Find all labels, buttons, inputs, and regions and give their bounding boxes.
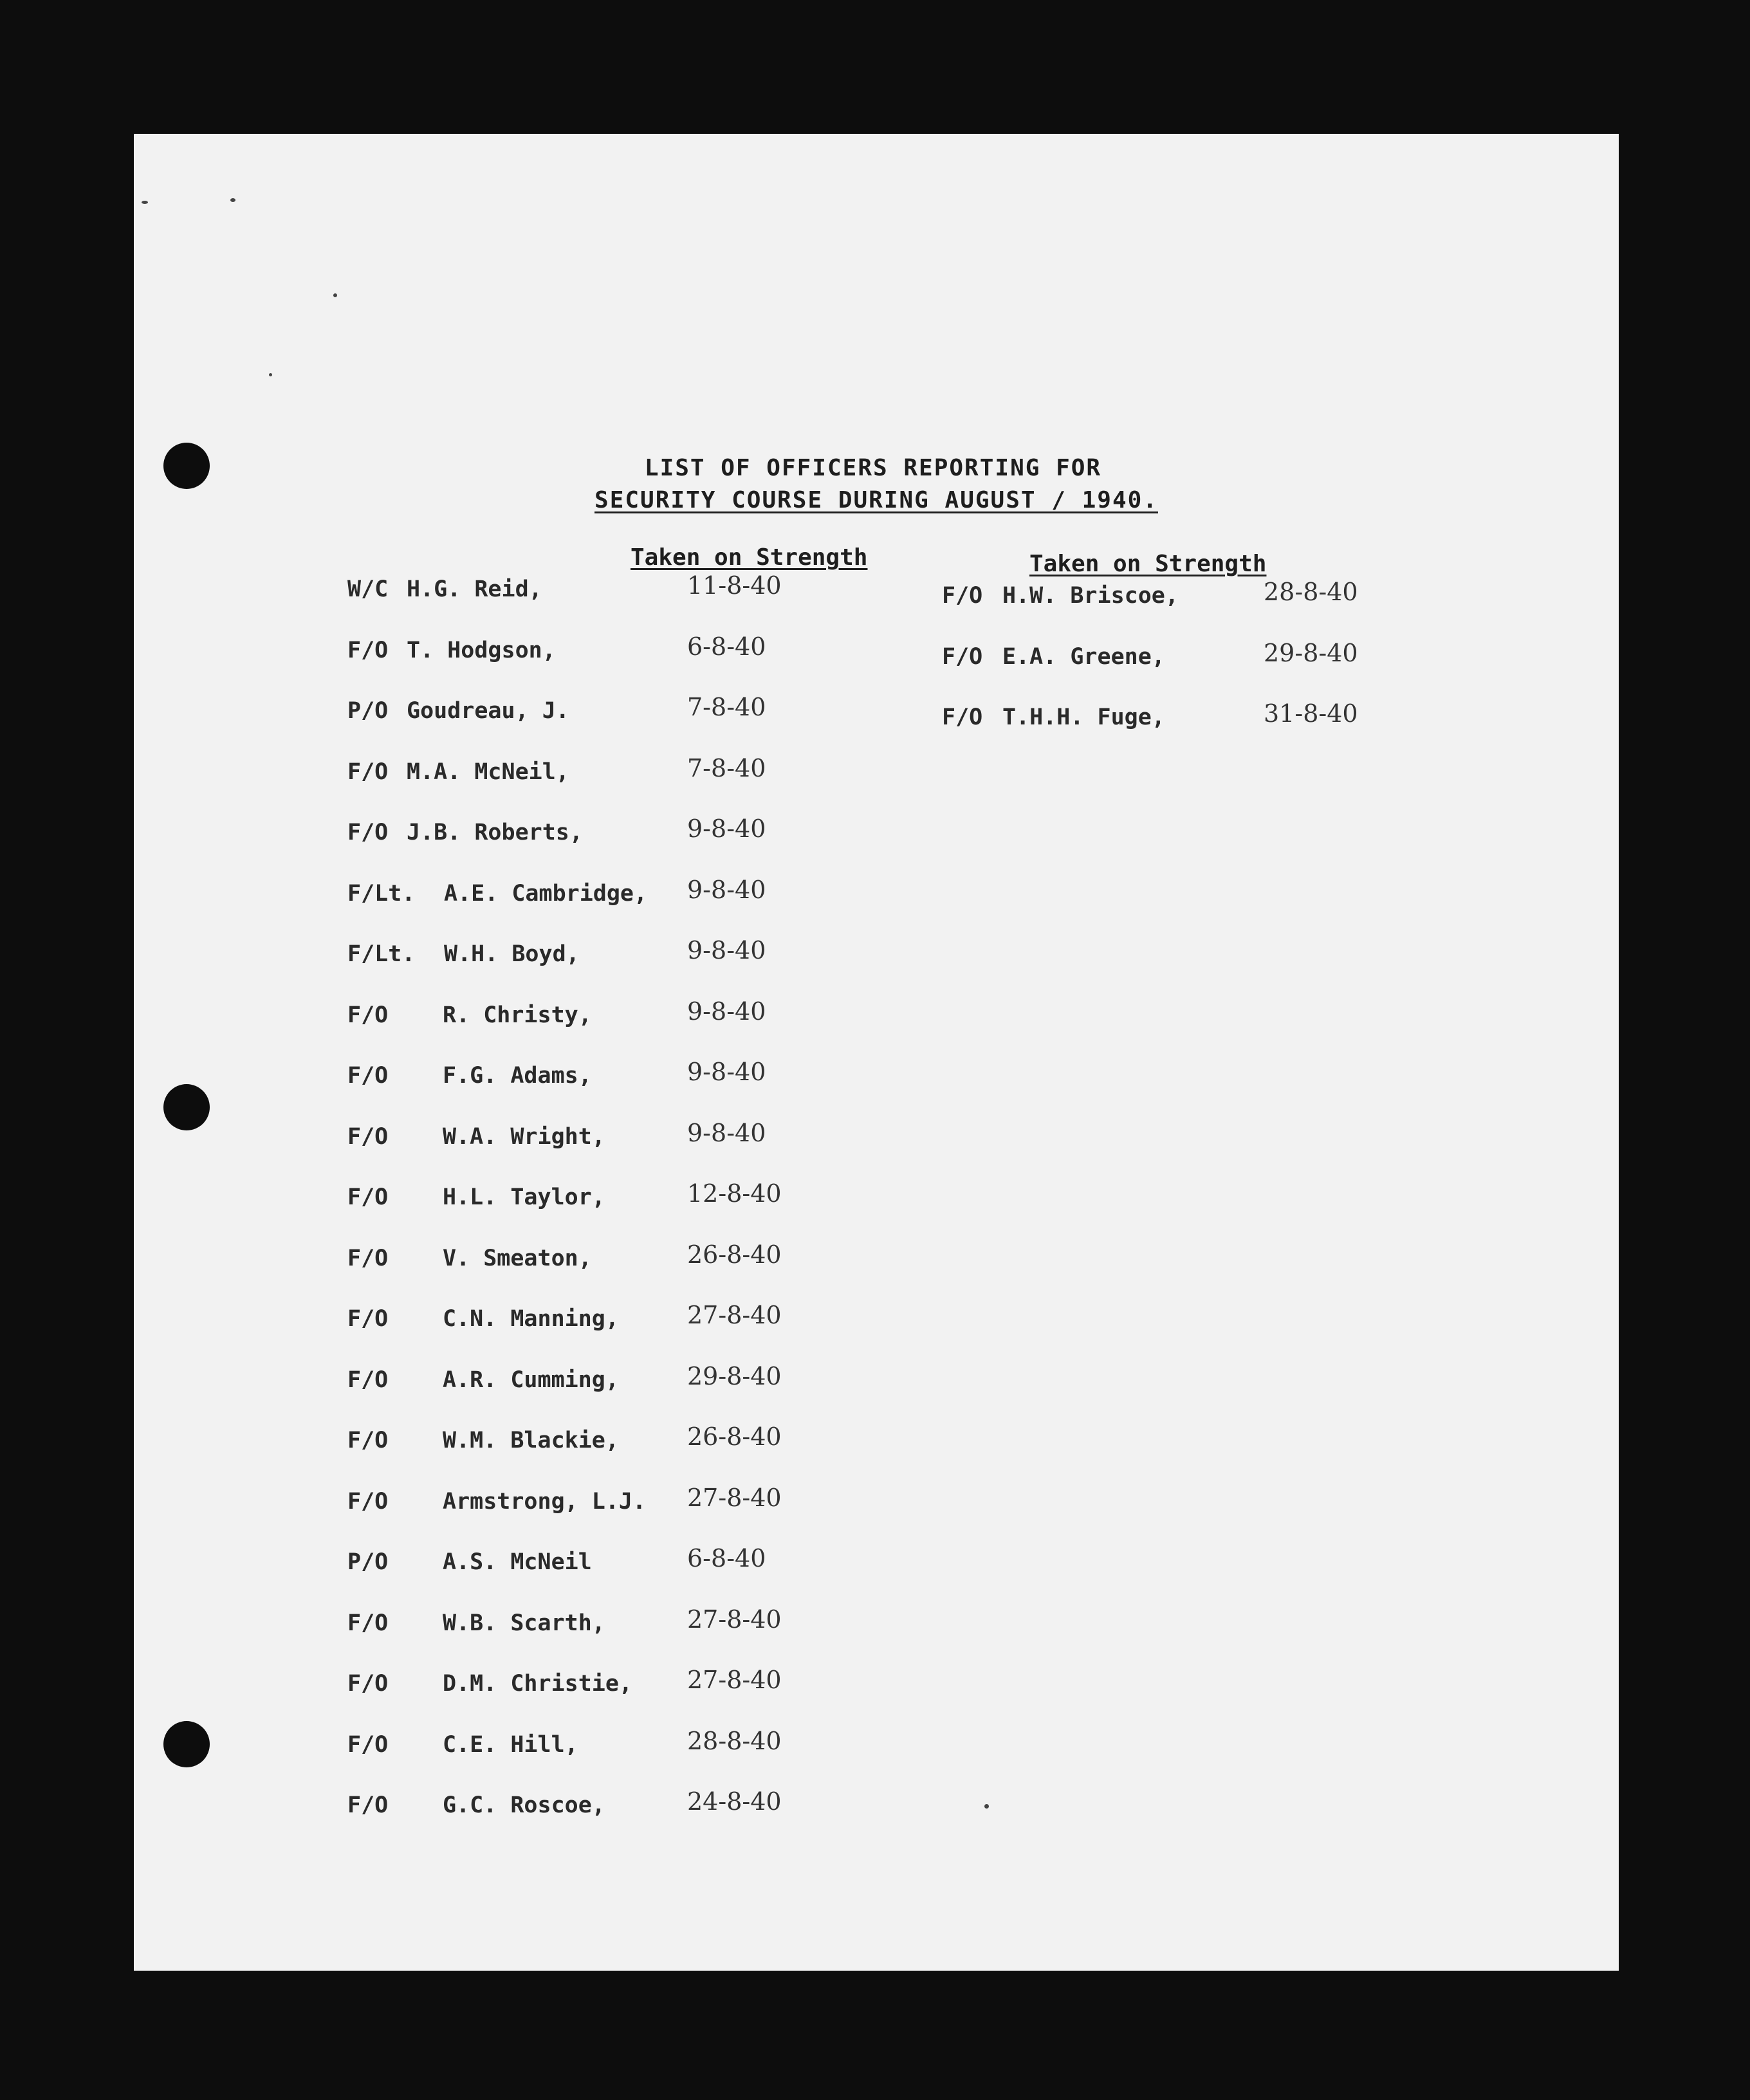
officer-name: W.M. Blackie,: [443, 1428, 619, 1453]
officer-rank: F/O: [347, 1671, 389, 1697]
punch-hole: [163, 1721, 210, 1767]
officer-rank: F/O: [942, 583, 983, 609]
taken-on-strength-date: 31-8-40: [1264, 699, 1358, 728]
officer-name: D.M. Christie,: [443, 1671, 633, 1697]
officer-name: M.A. McNeil,: [407, 759, 569, 785]
taken-on-strength-date: 26-8-40: [687, 1240, 782, 1269]
ink-speck: [333, 293, 337, 297]
taken-on-strength-date: 29-8-40: [1264, 638, 1358, 667]
officer-name: F.G. Adams,: [443, 1063, 592, 1089]
taken-on-strength-date: 29-8-40: [687, 1361, 782, 1390]
officer-name: Armstrong, L.J.: [443, 1488, 647, 1515]
taken-on-strength-date: 27-8-40: [687, 1301, 782, 1329]
punch-hole: [163, 1084, 210, 1130]
ink-speck: [269, 373, 272, 376]
officer-rank: F/O: [347, 1792, 389, 1818]
taken-on-strength-date: 7-8-40: [687, 693, 766, 721]
officer-rank: P/O: [347, 698, 389, 724]
officer-name: A.E. Cambridge,: [444, 880, 648, 907]
taken-on-strength-date: 6-8-40: [687, 632, 766, 661]
officer-rank: P/O: [347, 1549, 389, 1575]
officer-rank: F/O: [347, 1367, 389, 1393]
officer-rank: F/O: [347, 1245, 389, 1271]
officer-name: C.E. Hill,: [443, 1731, 578, 1758]
officer-rank: F/O: [942, 705, 983, 730]
title-line-2: SECURITY COURSE DURING AUGUST / 1940.: [594, 487, 1158, 513]
officer-name: E.A. Greene,: [1002, 643, 1165, 670]
taken-on-strength-date: 24-8-40: [687, 1787, 782, 1816]
taken-on-strength-date: 9-8-40: [687, 997, 766, 1026]
officer-name: J.B. Roberts,: [407, 820, 583, 845]
officer-name: C.N. Manning,: [443, 1306, 619, 1332]
ink-speck: [142, 201, 148, 204]
officer-rank: F/Lt.: [347, 941, 416, 967]
officer-name: V. Smeaton,: [443, 1245, 592, 1271]
taken-on-strength-date: 7-8-40: [687, 753, 766, 782]
officer-rank: F/O: [347, 1428, 389, 1453]
officer-rank: F/O: [347, 1610, 389, 1636]
officer-rank: F/O: [347, 1123, 389, 1150]
officer-rank: F/O: [347, 1306, 389, 1332]
taken-on-strength-date: 27-8-40: [687, 1605, 782, 1634]
taken-on-strength-date: 27-8-40: [687, 1483, 782, 1512]
ink-speck: [984, 1804, 989, 1809]
document-title: [134, 452, 1619, 517]
officer-rank: F/O: [347, 637, 389, 663]
taken-on-strength-date: 12-8-40: [687, 1179, 782, 1208]
officer-rank: F/O: [347, 1488, 389, 1515]
officer-name: W.H. Boyd,: [444, 941, 580, 967]
taken-on-strength-date: 26-8-40: [687, 1423, 782, 1451]
ink-speck: [230, 198, 235, 202]
officer-name: R. Christy,: [443, 1002, 592, 1028]
taken-on-strength-date: 9-8-40: [687, 936, 766, 964]
taken-on-strength-date: 6-8-40: [687, 1544, 766, 1572]
title-line-1: LIST OF OFFICERS REPORTING FOR: [644, 455, 1102, 481]
taken-on-strength-date: 9-8-40: [687, 815, 766, 843]
officer-name: T. Hodgson,: [407, 637, 556, 663]
officer-name: A.R. Cumming,: [443, 1367, 619, 1393]
officer-name: H.W. Briscoe,: [1002, 583, 1179, 609]
officer-name: Goudreau, J.: [407, 698, 569, 724]
officer-rank: F/O: [942, 643, 983, 670]
taken-on-strength-date: 27-8-40: [687, 1666, 782, 1694]
officer-name: W.A. Wright,: [443, 1123, 605, 1150]
officer-rank: F/Lt.: [347, 880, 416, 907]
officer-name: H.G. Reid,: [407, 576, 542, 602]
officer-name: H.L. Taylor,: [443, 1184, 605, 1210]
officer-rank: F/O: [347, 759, 389, 785]
officer-rank: W/C: [347, 576, 389, 602]
right-column-header: Taken on Strength: [1029, 551, 1267, 577]
taken-on-strength-date: 28-8-40: [1264, 578, 1358, 606]
officer-rank: F/O: [347, 1184, 389, 1210]
taken-on-strength-date: 9-8-40: [687, 1058, 766, 1086]
document-page: [134, 134, 1619, 1971]
taken-on-strength-date: 9-8-40: [687, 1118, 766, 1147]
left-column-header: Taken on Strength: [631, 544, 868, 571]
officer-name: W.B. Scarth,: [443, 1610, 605, 1636]
officer-rank: F/O: [347, 820, 389, 845]
officer-name: G.C. Roscoe,: [443, 1792, 605, 1818]
taken-on-strength-date: 28-8-40: [687, 1726, 782, 1755]
officer-name: T.H.H. Fuge,: [1002, 705, 1165, 730]
taken-on-strength-date: 9-8-40: [687, 875, 766, 904]
taken-on-strength-date: 11-8-40: [687, 571, 782, 600]
officer-rank: F/O: [347, 1063, 389, 1089]
officer-name: A.S. McNeil: [443, 1549, 592, 1575]
officer-rank: F/O: [347, 1731, 389, 1758]
officer-rank: F/O: [347, 1002, 389, 1028]
